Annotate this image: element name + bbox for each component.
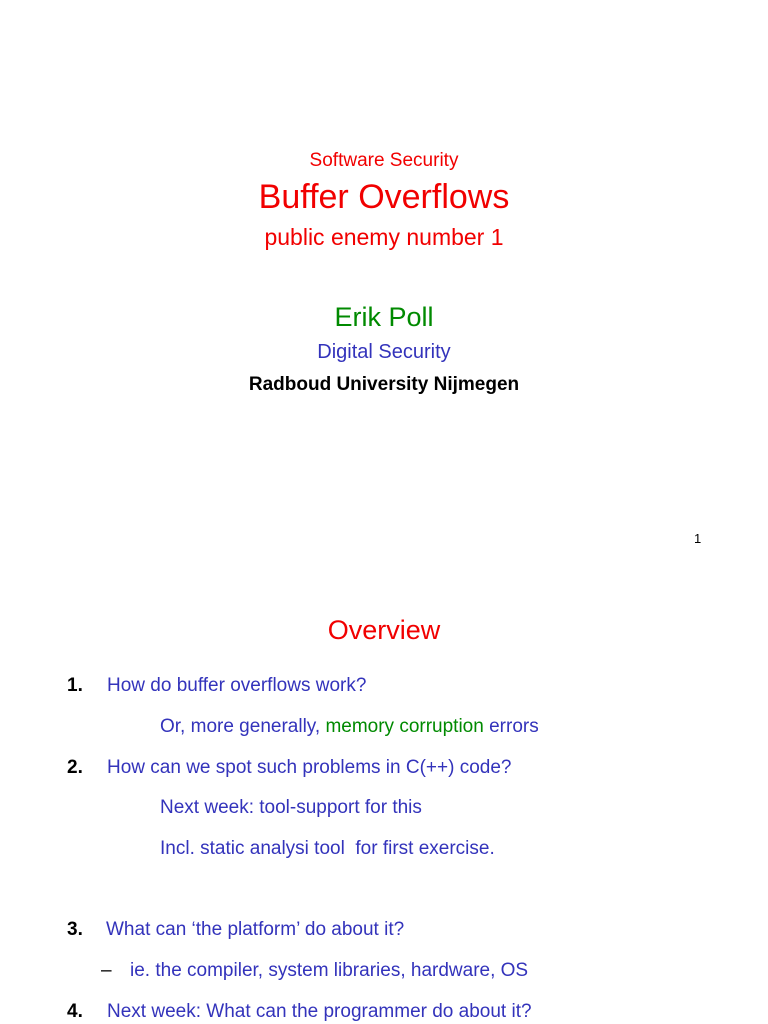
item-1-sub <box>160 716 539 738</box>
item-3-text: What can ‘the platform’ do about it? <box>106 919 405 940</box>
item-1-text: How do buffer overflows work? <box>107 675 367 696</box>
item-1-sub-highlight: memory corruption <box>325 716 484 737</box>
item-1-number: 1. <box>67 675 83 696</box>
slide1-subtitle: public enemy number 1 <box>264 224 504 250</box>
item-3-sub-dash: – <box>101 960 112 981</box>
item-4-text: Next week: What can the programmer do about it? <box>107 1001 532 1022</box>
item-2-number: 2. <box>67 757 83 778</box>
item-3-sub-text: ie. the compiler, system libraries, hardware, OS <box>130 960 529 981</box>
item-2-sub-1: Next week: tool-support for this <box>160 797 422 818</box>
slide1-group: Digital Security <box>317 341 451 363</box>
item-2-sub-2: Incl. static analysi tool for first exercise. <box>160 838 495 859</box>
slide1-title: Buffer Overflows <box>258 178 510 216</box>
item-1-sub-pre: Or, more generally, <box>160 716 326 737</box>
item-1-sub-post: errors <box>483 716 539 737</box>
slide1-institution: Radboud University Nijmegen <box>248 374 520 395</box>
item-2-text: How can we spot such problems in C(++) code? <box>107 757 512 778</box>
slide1-author: Erik Poll <box>334 302 434 332</box>
slide1-super-title: Software Security <box>309 150 459 171</box>
slide2-title: Overview <box>327 615 441 645</box>
item-3-number: 3. <box>67 919 83 940</box>
item-4-number: 4. <box>67 1001 83 1022</box>
slide1-page-number: 1 <box>694 531 702 546</box>
